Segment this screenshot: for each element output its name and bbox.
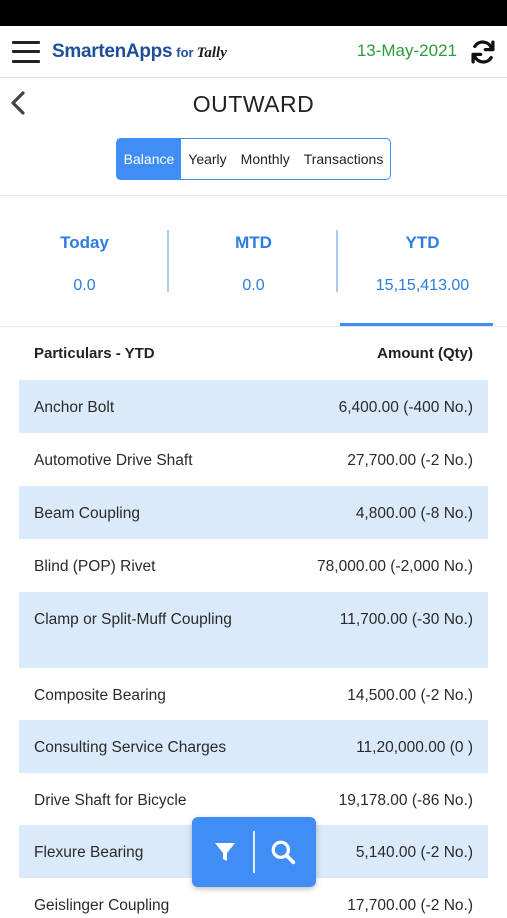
brand-tally: Tally xyxy=(196,44,227,61)
tab-balance[interactable]: Balance xyxy=(117,139,182,179)
item-amount: 78,000.00 (-2,000 No.) xyxy=(317,558,473,575)
list-item[interactable] xyxy=(19,668,488,720)
list-item[interactable] xyxy=(19,539,488,592)
chevron-left-icon[interactable] xyxy=(8,90,28,116)
item-amount: 11,700.00 (-30 No.) xyxy=(339,611,473,628)
item-name: Geislinger Coupling xyxy=(34,897,170,914)
item-name: Composite Bearing xyxy=(34,687,166,704)
item-amount: 19,178.00 (-86 No.) xyxy=(338,792,473,809)
item-name: Beam Coupling xyxy=(34,505,140,522)
filter-search-toolbar xyxy=(192,817,316,887)
summary-label: MTD xyxy=(235,233,272,252)
table-header xyxy=(0,327,507,380)
view-tabs-wrapper xyxy=(0,130,507,180)
brand-for: for xyxy=(176,44,194,60)
summary-value: 0.0 xyxy=(73,277,96,294)
item-name: Anchor Bolt xyxy=(34,399,115,416)
period-summary xyxy=(0,196,507,326)
search-button[interactable] xyxy=(255,824,311,880)
summary-today[interactable] xyxy=(0,196,169,326)
list-item[interactable] xyxy=(19,592,488,668)
column-header-amount: Amount (Qty) xyxy=(377,345,473,362)
column-header-particulars: Particulars - YTD xyxy=(34,345,155,362)
refresh-icon[interactable] xyxy=(469,38,497,66)
tab-monthly[interactable]: Monthly xyxy=(240,151,290,167)
item-amount: 11,20,000.00 (0 ) xyxy=(356,739,473,756)
list-item[interactable] xyxy=(19,380,488,433)
item-amount: 14,500.00 (-2 No.) xyxy=(347,687,473,704)
summary-label: Today xyxy=(60,233,109,252)
item-name: Clamp or Split-Muff Coupling xyxy=(34,611,232,628)
search-icon xyxy=(270,839,296,865)
view-tabs xyxy=(116,138,392,180)
summary-mtd[interactable] xyxy=(169,196,338,326)
item-name: Automotive Drive Shaft xyxy=(34,452,193,469)
item-name: Flexure Bearing xyxy=(34,844,144,861)
toolbar-separator xyxy=(253,831,255,873)
summary-value: 15,15,413.00 xyxy=(375,277,470,294)
list-item[interactable] xyxy=(19,486,488,539)
list-item[interactable] xyxy=(19,720,488,773)
header-date: 13-May-2021 xyxy=(356,41,457,60)
item-name: Drive Shaft for Bicycle xyxy=(34,792,187,809)
hamburger-icon[interactable] xyxy=(12,41,40,63)
summary-value: 0.0 xyxy=(242,277,265,294)
item-amount: 4,800.00 (-8 No.) xyxy=(355,505,473,522)
filter-icon xyxy=(213,840,237,864)
summary-label: YTD xyxy=(405,233,440,252)
tab-transactions[interactable]: Transactions xyxy=(303,151,384,167)
page-title: OUTWARD xyxy=(192,90,315,117)
item-amount: 6,400.00 (-400 No.) xyxy=(338,399,473,416)
item-amount: 27,700.00 (-2 No.) xyxy=(347,452,473,469)
brand-logo xyxy=(52,41,227,63)
tab-yearly[interactable]: Yearly xyxy=(188,151,227,167)
app-header xyxy=(0,26,507,78)
list-item[interactable] xyxy=(19,433,488,486)
status-bar xyxy=(0,0,507,26)
active-period-indicator xyxy=(340,323,493,326)
summary-ytd[interactable] xyxy=(338,196,507,326)
title-row xyxy=(0,78,507,130)
brand-name: SmartenApps xyxy=(52,40,173,62)
item-name: Blind (POP) Rivet xyxy=(34,558,156,575)
item-amount: 5,140.00 (-2 No.) xyxy=(355,844,473,861)
item-amount: 17,700.00 (-2 No.) xyxy=(347,897,473,914)
item-name: Consulting Service Charges xyxy=(34,739,227,756)
filter-button[interactable] xyxy=(197,824,253,880)
